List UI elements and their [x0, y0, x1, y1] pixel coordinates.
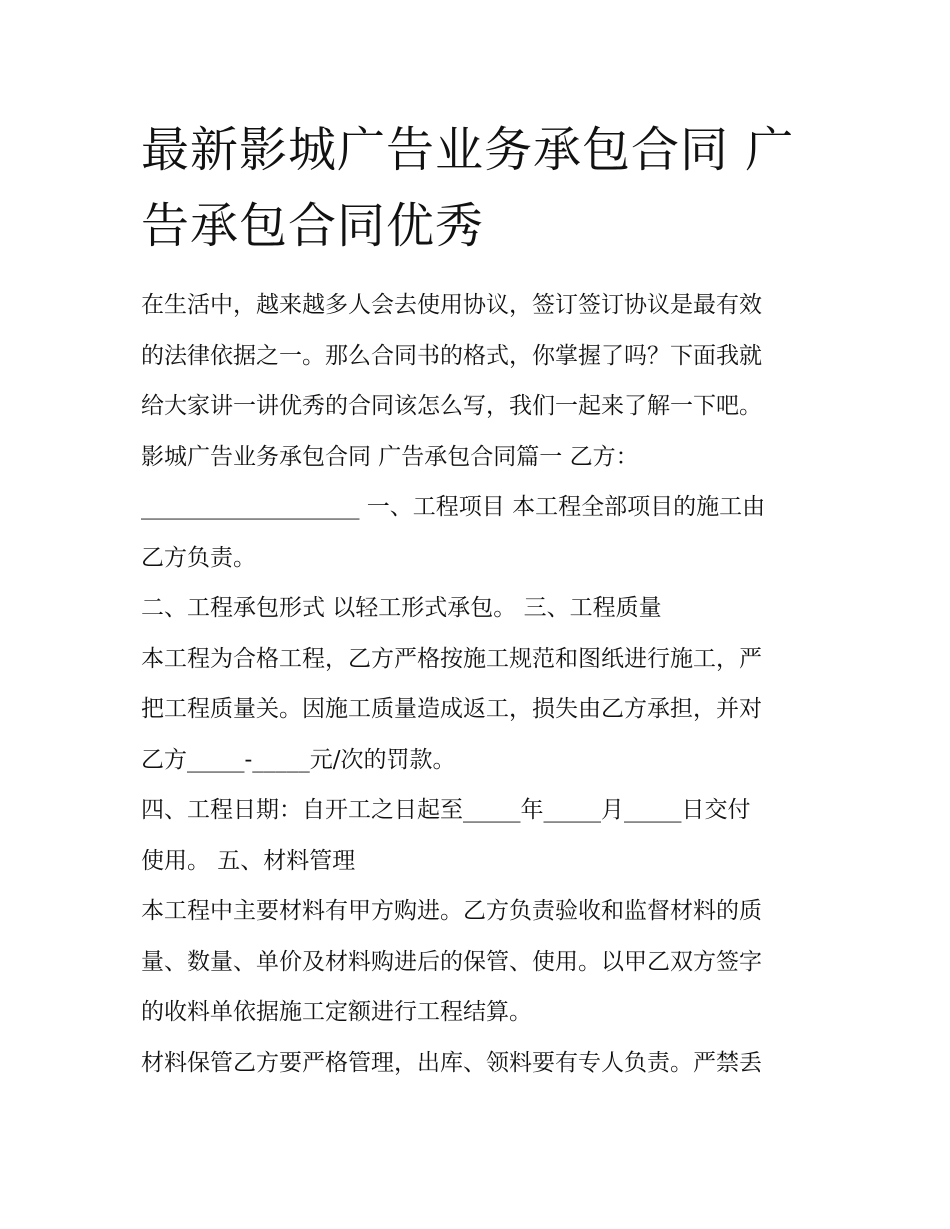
- paragraph-materials: [141, 886, 813, 1038]
- paragraph-line: 的法律依据之一。那么合同书的格式，你掌握了吗？下面我就: [141, 342, 762, 369]
- document-title: [141, 112, 813, 264]
- paragraph-line: 四、工程日期：自开工之日起至_____年_____月_____日交付: [141, 797, 751, 823]
- title-line: 最新影城广告业务承包合同 广: [141, 122, 795, 178]
- paragraph-line: 二、工程承包形式 以轻工形式承包。 三、工程质量: [141, 595, 662, 621]
- paragraph-quality: [141, 634, 813, 786]
- paragraph-contract-form: [141, 583, 813, 634]
- paragraph-line: 影城广告业务承包合同 广告承包合同篇一 乙方：: [141, 443, 639, 470]
- paragraph-intro: [141, 280, 813, 583]
- paragraph-line: 把工程质量关。因施工质量造成返工，损失由乙方承担，并对: [141, 696, 762, 722]
- paragraph-schedule: [141, 785, 813, 886]
- paragraph-storage: [141, 1038, 813, 1089]
- document-page: [141, 112, 813, 1088]
- paragraph-line: ___________________ 一、工程项目 本工程全部项目的施工由: [141, 494, 766, 520]
- paragraph-line: 给大家讲一讲优秀的合同该怎么写，我们一起来了解一下吧。: [141, 393, 762, 419]
- paragraph-line: 材料保管乙方要严格管理，出库、领料要有专人负责。严禁丢: [141, 1049, 762, 1076]
- paragraph-line: 在生活中，越来越多人会去使用协议，签订签订协议是最有效: [141, 292, 762, 318]
- paragraph-line: 本工程为合格工程，乙方严格按施工规范和图纸进行施工，严: [141, 645, 762, 672]
- title-line: 告承包合同优秀: [141, 198, 485, 254]
- paragraph-line: 使用。 五、材料管理: [141, 847, 356, 874]
- paragraph-line: 量、数量、单价及材料购进后的保管、使用。以甲乙双方签字: [141, 948, 762, 975]
- paragraph-line: 的收料单依据施工定额进行工程结算。: [141, 999, 532, 1025]
- paragraph-line: 乙方负责。: [141, 544, 256, 571]
- paragraph-line: 本工程中主要材料有甲方购进。乙方负责验收和监督材料的质: [141, 898, 762, 924]
- paragraph-line: 乙方_____-_____元/次的罚款。: [141, 746, 456, 773]
